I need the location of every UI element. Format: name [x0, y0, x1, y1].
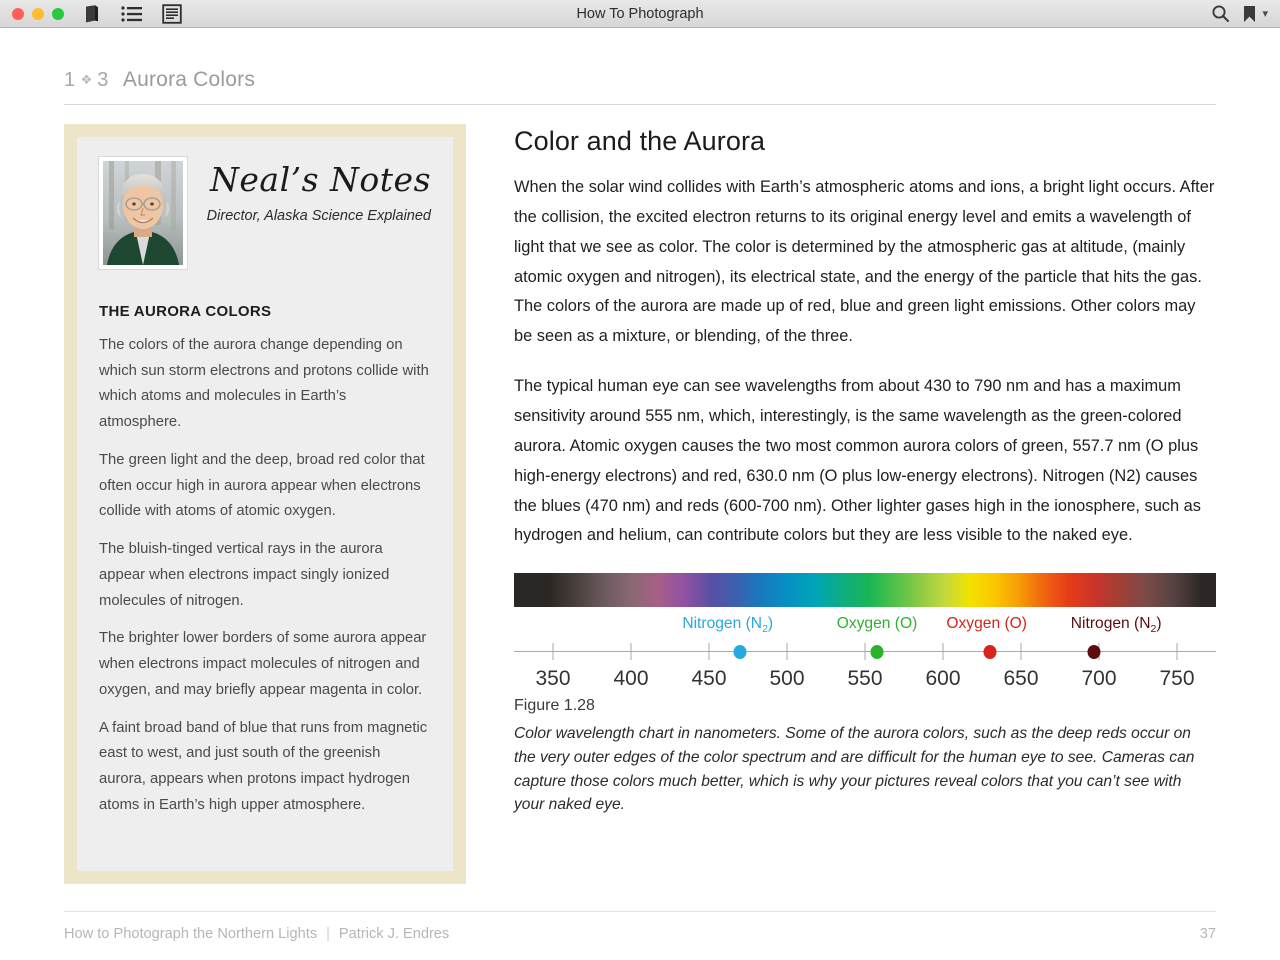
page-footer — [64, 911, 1216, 942]
axis-tick-label: 600 — [925, 667, 961, 691]
axis-tick — [1177, 643, 1178, 660]
traffic-light-group — [12, 8, 64, 20]
book-icon[interactable] — [82, 4, 102, 24]
axis-tick — [552, 643, 553, 660]
spectrum-data-point-label: Oxygen (O) — [836, 615, 918, 633]
axis-tick — [631, 643, 632, 660]
axis-tick-label: 400 — [613, 667, 649, 691]
neals-notes-paragraph: The green light and the deep, broad red color that often occur high in aurora appear when electrons collide with atoms of atomic oxygen. — [99, 451, 425, 520]
spectrum-data-point — [871, 645, 884, 659]
document-page — [0, 28, 1280, 960]
spectrum-figure — [514, 573, 1216, 817]
axis-tick — [943, 643, 944, 660]
axis-tick-label: 450 — [691, 667, 727, 691]
axis-tick-label: 700 — [1081, 667, 1117, 691]
window-titlebar — [0, 0, 1280, 28]
footer-separator: | — [326, 926, 330, 942]
close-window-button[interactable] — [12, 8, 24, 20]
page-title: Color and the Aurora — [514, 126, 766, 156]
neals-notes-card — [64, 124, 466, 884]
chevron-down-icon[interactable]: ▾ — [1262, 8, 1268, 20]
neals-notes-heading: THE AURORA COLORS — [99, 303, 272, 320]
axis-tick — [787, 643, 788, 660]
page-number: 37 — [1199, 926, 1216, 942]
axis-tick-label: 650 — [1003, 667, 1039, 691]
article-body — [514, 124, 1216, 884]
table-of-contents-icon[interactable] — [121, 5, 143, 23]
minimize-window-button[interactable] — [32, 8, 44, 20]
axis-tick-label: 500 — [769, 667, 805, 691]
figure-caption-block — [514, 697, 1216, 817]
article-paragraph: When the solar wind collides with Earth’s atmospheric atoms and ions, a bright light occurs. After the collision, the excited electron returns to its original energy level and emits a wavelength of light that we see as color. The color is determined by the atmospheric gas at altitude, (mainly atomic oxygen and nitrogen), its electrical state, and the energy of the particle that hits the gas. The colors of the aurora are made up of red, blue and green light emissions. Other colors may be seen as a mixture, or blending, of the three. — [514, 178, 1215, 346]
neals-notes-signature: Neal’s Notes — [209, 160, 431, 199]
axis-tick — [709, 643, 710, 660]
avatar — [103, 161, 183, 265]
breadcrumb — [64, 28, 1216, 105]
wavelength-axis — [514, 609, 1216, 693]
spectrum-data-point — [1088, 645, 1101, 659]
neals-notes-paragraph: A faint broad band of blue that runs from magnetic east to west, and just south of the greenish aurora, appears when protons impact hydrogen atoms in Earth’s high upper atmosphere. — [99, 719, 428, 813]
neals-notes-role: Director, Alaska Science Explained — [206, 207, 431, 224]
footer-author: Patrick J. Endres — [338, 926, 450, 942]
neals-notes-card-inner — [77, 137, 453, 871]
reader-view-icon[interactable] — [162, 4, 182, 24]
axis-tick — [1021, 643, 1022, 660]
spectrum-data-point — [983, 645, 996, 659]
axis-tick-label: 550 — [847, 667, 883, 691]
breadcrumb-separator-icon: ❖ — [80, 72, 93, 87]
footer-book-title: How to Photograph the Northern Lights — [64, 926, 318, 942]
spectrum-data-point-label: Oxygen (O) — [946, 615, 1027, 633]
spectrum-data-point — [734, 645, 747, 659]
maximize-window-button[interactable] — [52, 8, 64, 20]
toolbar-right-icon-group — [1211, 4, 1268, 23]
neals-notes-paragraph: The bluish-tinged vertical rays in the aurora appear when electrons impact singly ionized molecules of nitrogen. — [99, 541, 390, 609]
axis-tick-label: 750 — [1159, 667, 1195, 691]
window-title: How To Photograph — [576, 5, 704, 22]
spectrum-gradient-bar — [514, 573, 1216, 607]
breadcrumb-chapter-number: 1 — [64, 69, 76, 91]
figure-number: Figure 1.28 — [514, 697, 595, 715]
spectrum-data-point-label: Nitrogen $(N_2)$ — [1070, 615, 1162, 636]
neals-notes-paragraph: The brighter lower borders of some aurora appear when electrons impact molecules of nitrogen and oxygen, and may briefly appear magenta in color. — [99, 630, 427, 698]
search-icon[interactable] — [1211, 4, 1230, 23]
content-columns — [64, 105, 1216, 884]
toolbar-left-icon-group — [82, 4, 182, 24]
axis-tick-label: 350 — [535, 667, 571, 691]
breadcrumb-section-title: Aurora Colors — [122, 68, 256, 91]
article-paragraph: The typical human eye can see wavelengths from about 430 to 790 nm and has a maximum sensitivity around 555 nm, which, interestingly, is the same wavelength as the green-colored aurora. Atomic oxygen causes the two most common aurora colors of green, 557.7 nm (O plus high-energy electrons) and red, 630.0 nm (O plus low-energy electrons). Nitrogen (N2) causes the blues (470 nm) and reds (600-700 nm). Other lighter gases high in the ionosphere, such as hydrogen and helium, can contribute colors but they are less visible to the naked eye. — [514, 377, 1201, 545]
figure-caption: Color wavelength chart in nanometers. Some of the aurora colors, such as the deep reds occur on the very outer edges of the color spectrum and are difficult for the human eye to see. Cameras can capture those colors much better, which is why your pictures reveal colors that you can’t see with your naked eye. — [514, 725, 1195, 814]
axis-tick — [865, 643, 866, 660]
avatar-frame — [99, 157, 187, 269]
spectrum-data-point-label: Nitrogen $(N_2)$ — [682, 615, 774, 636]
neals-notes-header — [99, 157, 431, 269]
neals-notes-paragraph: The colors of the aurora change depending on which sun storm electrons and protons collide with which atoms and molecules in Earth’s atmosphere. — [99, 337, 429, 431]
breadcrumb-section-number: 3 — [97, 69, 109, 91]
neals-notes-title-block — [187, 157, 431, 224]
bookmark-icon[interactable] — [1243, 5, 1256, 23]
